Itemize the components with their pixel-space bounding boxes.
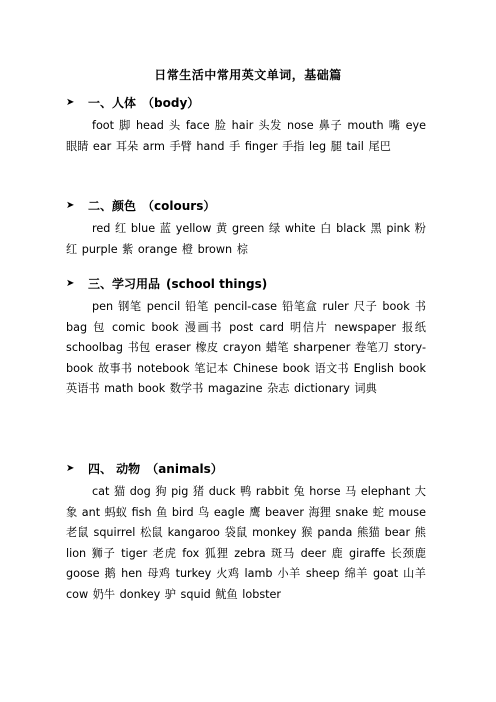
section-heading-school-things <box>66 275 267 292</box>
section-heading-text: 三、学习用品 <box>88 277 161 291</box>
section-heading-body <box>66 94 199 111</box>
section-heading-text: 四、 动物 <box>88 462 141 476</box>
section-heading-colours <box>66 197 215 214</box>
arrow-bullet-icon: ➤ <box>66 278 75 289</box>
document-title: 日常生活中常用英文单词，基础篇 <box>154 68 342 82</box>
section-heading-animals <box>66 460 223 477</box>
section-colours-content: red 红 blue 蓝 yellow 黄 green 绿 white 白 black 黑 pink 粉红 purple 紫 orange 橙 brown 棕 <box>66 222 426 256</box>
section-animals-content: cat 猫 dog 狗 pig 猪 duck 鸭 rabbit 兔 horse 马 elephant 大象 ant 蚂蚁 fish 鱼 bird 鸟 eagle 鹰 beaver 海狸 snake 蛇 mouse 老鼠 squirrel 松鼠 kangaroo 袋鼠 monkey 猴 panda 熊猫 bear 熊 lion 狮子 tiger 老虎 fox 狐狸 zebra 斑马 deer 鹿 giraffe 长颈鹿 goose 鹅 hen 母鸡 turkey 火鸡 lamb 小羊 sheep 绵羊 goat 山羊 cow 奶牛 donkey 驴 squid 鱿鱼 lobster <box>66 485 426 601</box>
section-heading-text: 二、颜色 <box>88 199 137 213</box>
section-heading-english: (school things) <box>166 276 268 291</box>
arrow-bullet-icon: ➤ <box>66 97 75 108</box>
section-heading-text: 一、人体 <box>88 96 137 110</box>
section-heading-english: （colours） <box>142 199 216 213</box>
arrow-bullet-icon: ➤ <box>66 463 75 474</box>
section-heading-english: （body） <box>142 96 200 110</box>
section-school-things-content: pen 钢笔 pencil 铅笔 pencil-case 铅笔盒 ruler 尺子 book 书 bag 包 comic book 漫画书 post card 明信片 newspaper 报纸 schoolbag 书包 eraser 橡皮 crayon 蜡笔 sharpener 卷笔刀 story-book 故事书 notebook 笔记本 Chinese book 语文书 English book 英语书 math book 数学书 magazine 杂志 dictionary 词典 <box>66 300 426 396</box>
arrow-bullet-icon: ➤ <box>66 200 75 211</box>
section-body-content: foot 脚 head 头 face 脸 hair 头发 nose 鼻子 mouth 嘴 eye 眼睛 ear 耳朵 arm 手臂 hand 手 finger 手指 leg 腿 tail 尾巴 <box>66 119 426 153</box>
section-heading-english: （animals） <box>146 462 223 476</box>
